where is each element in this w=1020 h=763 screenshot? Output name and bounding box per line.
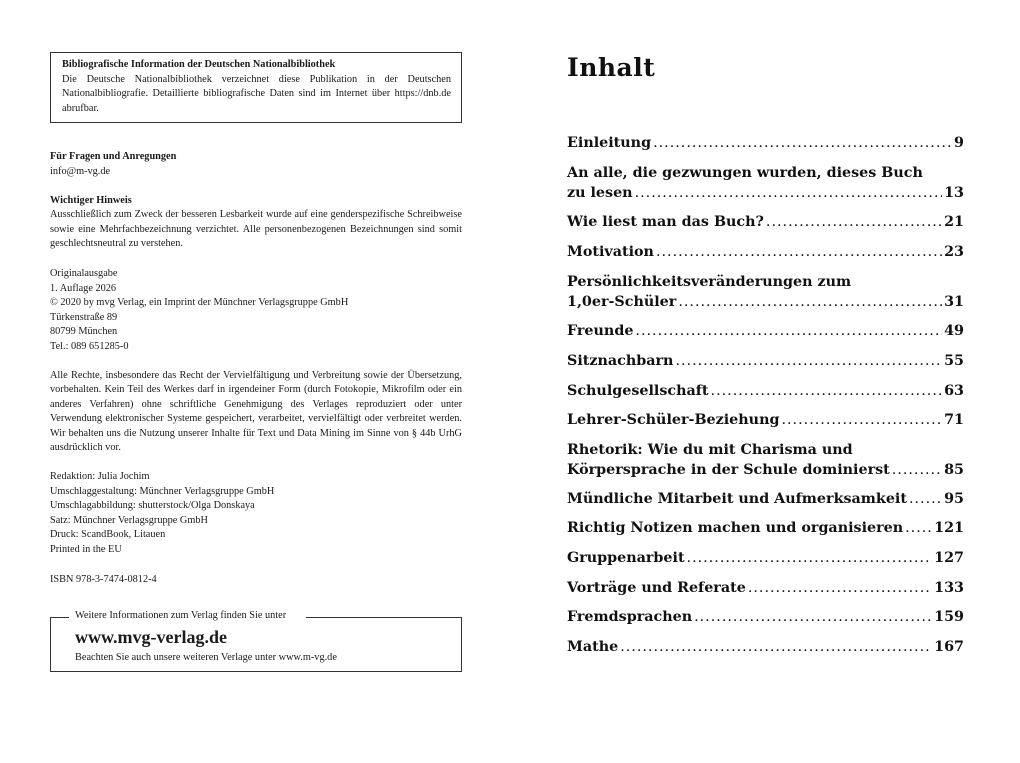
toc-leader-dots — [678, 292, 942, 312]
toc-title: Inhalt — [567, 53, 656, 82]
toc-leader-dots — [635, 183, 943, 203]
toc-leader-dots — [687, 548, 933, 568]
toc-leader-dots — [892, 460, 942, 480]
notice-heading: Wichtiger Hinweis — [50, 194, 132, 206]
toc-entry — [567, 212, 964, 232]
toc-page-number: 13 — [944, 185, 964, 201]
toc-page-number: 95 — [944, 491, 964, 507]
toc-page-number: 71 — [944, 412, 964, 428]
toc-entry-label: Wie liest man das Buch? — [567, 214, 764, 230]
credits-section — [50, 470, 462, 558]
edition-line: 1. Auflage 2026 — [50, 282, 117, 294]
toc-entry — [567, 518, 964, 538]
toc-entry-label: Schulgesellschaft — [567, 383, 709, 399]
toc-entry — [567, 637, 964, 657]
toc-page-number: 121 — [934, 520, 964, 536]
toc-entry-label: Mathe — [567, 639, 619, 655]
bibliographic-info-box — [50, 52, 462, 123]
toc-entry — [567, 133, 964, 153]
toc-entry — [567, 242, 964, 262]
toc-entry — [567, 351, 964, 371]
rights-text: Alle Rechte, insbesondere das Recht der Vervielfältigung und Verbreitung sowie der Übersetzung, vorbehalten. Kein Teil des Werkes darf in irgendeiner Form (durch Fotokopie, Mikrofilm oder ein anderes Verfahren) ohne schriftliche Genehmigung des Verlages reproduziert oder unter Verwendung elektronischer Systeme gespeichert, verarbeitet, vervielfältigt oder verbreitet werden. Wir behalten uns die Nutzung unserer Inhalte für Text und Data Mining im Sinne von § 44b UrhG ausdrücklich vor. — [50, 369, 462, 454]
toc-page-number: 127 — [934, 550, 964, 566]
credit-line: Satz: Münchner Verlagsgruppe GmbH — [50, 514, 208, 526]
toc-entry-label: Vorträge und Referate — [567, 580, 746, 596]
toc-entry-label: Sitznachbarn — [567, 353, 674, 369]
toc-entry — [567, 381, 964, 401]
toc-entry-label: zu lesen — [567, 185, 633, 201]
toc-entry-label: Einleitung — [567, 135, 652, 151]
more-publishers-text: Beachten Sie auch unsere weiteren Verlage unter www.m-vg.de — [75, 652, 337, 663]
edition-line: © 2020 by mvg Verlag, ein Imprint der Münchner Verlagsgruppe GmbH — [50, 297, 349, 309]
toc-entry-label: An alle, die gezwungen wurden, dieses Buch — [567, 165, 923, 181]
toc-page-number: 31 — [944, 294, 964, 310]
credit-line: Printed in the EU — [50, 544, 122, 556]
toc-entry-label: 1,0er-Schüler — [567, 294, 677, 310]
toc-page-number: 23 — [944, 244, 964, 260]
toc-page-number: 9 — [954, 135, 964, 151]
edition-line: Türkenstraße 89 — [50, 311, 118, 323]
toc-entry-label: Rhetorik: Wie du mit Charisma und — [567, 442, 853, 458]
toc-leader-dots — [711, 381, 943, 401]
edition-line: 80799 München — [50, 326, 118, 338]
web-intro-text: Weitere Informationen zum Verlag finden Sie unter — [75, 609, 292, 623]
toc-leader-dots — [635, 321, 942, 341]
edition-line: Originalausgabe — [50, 267, 118, 279]
credit-line: Druck: ScandBook, Litauen — [50, 529, 166, 541]
toc-entry — [567, 272, 964, 312]
toc-entry-label: Gruppenarbeit — [567, 550, 685, 566]
bibliographic-info-title: Bibliografische Information der Deutschen Nationalbibliothek — [62, 59, 336, 70]
edition-section — [50, 267, 462, 355]
toc-page-number: 63 — [944, 383, 964, 399]
toc-entry-label: Fremdsprachen — [567, 609, 693, 625]
toc-page-number: 21 — [944, 214, 964, 230]
publisher-url: www.mvg-verlag.de — [75, 627, 227, 647]
toc-leader-dots — [675, 351, 942, 371]
toc-leader-dots — [748, 578, 932, 598]
toc-leader-dots — [656, 242, 942, 262]
bibliographic-info-text: Die Deutsche Nationalbibliothek verzeichnet diese Publikation in der Deutschen Nationalbibliografie. Detaillierte bibliografische Daten sind im Internet über https://dnb.de abrufbar. — [62, 73, 451, 114]
toc-entry — [567, 163, 964, 203]
toc-page-number: 167 — [934, 639, 964, 655]
toc-page-number: 85 — [944, 462, 964, 478]
imprint-page — [50, 52, 462, 587]
contact-heading: Für Fragen und Anregungen — [50, 151, 177, 163]
toc-entry-label: Körpersprache in der Schule dominierst — [567, 462, 890, 478]
toc-entry-label: Motivation — [567, 244, 654, 260]
toc-page-number: 159 — [934, 609, 964, 625]
toc-page-number: 49 — [944, 323, 964, 339]
toc-leader-dots — [781, 410, 942, 430]
toc-entry — [567, 578, 964, 598]
toc-entry — [567, 440, 964, 480]
toc-entry — [567, 607, 964, 627]
toc-entry — [567, 410, 964, 430]
toc-leader-dots — [766, 212, 942, 232]
toc-entry — [567, 321, 964, 341]
toc-entry-label: Freunde — [567, 323, 634, 339]
edition-line: Tel.: 089 651285-0 — [50, 340, 129, 352]
toc-leader-dots — [620, 637, 932, 657]
contact-email: info@m-vg.de — [50, 165, 111, 177]
toc-leader-dots — [653, 133, 952, 153]
toc-entry — [567, 489, 964, 509]
credit-line: Redaktion: Julia Jochim — [50, 471, 150, 483]
notice-section — [50, 194, 462, 252]
toc-leader-dots — [905, 518, 932, 538]
toc-entry — [567, 548, 964, 568]
toc-leader-dots — [909, 489, 942, 509]
credit-line: Umschlaggestaltung: Münchner Verlagsgruppe GmbH — [50, 485, 275, 497]
toc-entry-label: Lehrer-Schüler-Beziehung — [567, 412, 780, 428]
toc-leader-dots — [694, 607, 932, 627]
credit-line: Umschlagabbildung: shutterstock/Olga Donskaya — [50, 500, 255, 512]
contact-section — [50, 150, 462, 179]
toc-page-number: 133 — [934, 580, 964, 596]
isbn: ISBN 978-3-7474-0812-4 — [50, 573, 157, 585]
publisher-web-box — [50, 610, 462, 672]
box-top-rule — [306, 617, 461, 618]
toc-page-number: 55 — [944, 353, 964, 369]
toc-entry-label: Mündliche Mitarbeit und Aufmerksamkeit — [567, 491, 907, 507]
notice-text: Ausschließlich zum Zweck der besseren Lesbarkeit wurde auf eine genderspezifische Schreibweise sowie eine Mehrfachbezeichnung verzichtet. Alle personenbezogenen Bezeichnungen sind somit geschlechtsneutral zu verstehen. — [50, 209, 462, 250]
toc-entry-label: Persönlichkeitsveränderungen zum — [567, 274, 852, 290]
toc-entry-label: Richtig Notizen machen und organisieren — [567, 520, 904, 536]
